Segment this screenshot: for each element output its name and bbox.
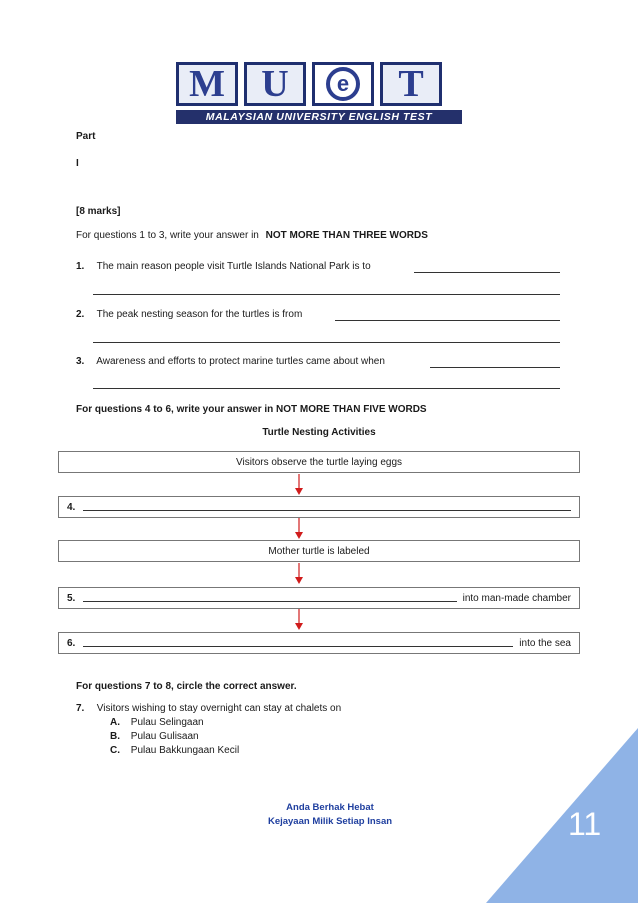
question-2 bbox=[76, 309, 302, 320]
answer-line-2b[interactable] bbox=[93, 341, 560, 343]
flow-step-text: Visitors observe the turtle laying eggs bbox=[235, 456, 402, 468]
question-3 bbox=[76, 356, 385, 367]
logo-letter-e bbox=[312, 62, 374, 106]
part-number: I bbox=[76, 158, 79, 169]
flow-step-observe bbox=[58, 451, 580, 473]
logo-subtitle: MALAYSIAN UNIVERSITY ENGLISH TEST bbox=[176, 110, 462, 124]
flow-title: Turtle Nesting Activities bbox=[262, 427, 376, 438]
answer-line-4[interactable] bbox=[83, 509, 571, 511]
logo-letter-u: U bbox=[244, 62, 306, 106]
question-text: The peak nesting season for the turtles is from bbox=[96, 309, 303, 320]
answer-line-2a[interactable] bbox=[335, 319, 560, 321]
question-number: 7. bbox=[76, 703, 85, 714]
answer-line-1a[interactable] bbox=[414, 271, 560, 273]
section1-instruction bbox=[76, 230, 428, 241]
question-text: The main reason people visit Turtle Islands National Park is to bbox=[96, 261, 371, 272]
question-number: 1. bbox=[76, 261, 85, 272]
section3-instruction: For questions 7 to 8, circle the correct answer. bbox=[76, 681, 297, 692]
down-arrow-icon bbox=[293, 474, 305, 496]
page-corner-triangle bbox=[486, 728, 638, 903]
question-text: Visitors wishing to stay overnight can stay at chalets on bbox=[96, 703, 342, 714]
muet-logo bbox=[176, 62, 462, 122]
logo-letters bbox=[176, 62, 462, 106]
option-letter: C. bbox=[110, 745, 120, 756]
section1-instruction-emphasis: NOT MORE THAN THREE WORDS bbox=[265, 230, 428, 241]
option-letter: A. bbox=[110, 717, 120, 728]
question-1 bbox=[76, 261, 371, 272]
option-a[interactable] bbox=[110, 717, 204, 728]
answer-line-3a[interactable] bbox=[430, 366, 560, 368]
option-text: Pulau Bakkungaan Kecil bbox=[130, 745, 240, 756]
answer-line-5[interactable] bbox=[83, 600, 456, 602]
flow-step-suffix: into man-made chamber bbox=[462, 592, 571, 604]
flow-step-labeled bbox=[58, 540, 580, 562]
option-text: Pulau Gulisaan bbox=[130, 731, 199, 742]
part-label: Part bbox=[76, 131, 96, 142]
option-b[interactable] bbox=[110, 731, 199, 742]
footer-line-1: Anda Berhak Hebat bbox=[286, 802, 374, 813]
flow-step-number: 5. bbox=[67, 592, 76, 604]
question-number: 2. bbox=[76, 309, 85, 320]
logo-letter-m: M bbox=[176, 62, 238, 106]
flow-step-number: 6. bbox=[67, 637, 76, 649]
question-text: Awareness and efforts to protect marine turtles came about when bbox=[96, 356, 385, 367]
logo-e-ring: e bbox=[326, 67, 360, 101]
flow-step-6 bbox=[58, 632, 580, 654]
down-arrow-icon bbox=[293, 518, 305, 540]
marks-label: [8 marks] bbox=[76, 206, 121, 217]
question-number: 3. bbox=[76, 356, 85, 367]
option-c[interactable] bbox=[110, 745, 239, 756]
logo-letter-t: T bbox=[380, 62, 442, 106]
down-arrow-icon bbox=[293, 609, 305, 631]
flow-step-4 bbox=[58, 496, 580, 518]
flow-step-5 bbox=[58, 587, 580, 609]
footer-line-2: Kejayaan Milik Setiap Insan bbox=[267, 816, 393, 827]
answer-line-3b[interactable] bbox=[93, 387, 560, 389]
page-number: 11 bbox=[568, 806, 602, 842]
option-text: Pulau Selingaan bbox=[130, 717, 204, 728]
flow-step-number: 4. bbox=[67, 501, 76, 513]
answer-line-1b[interactable] bbox=[93, 293, 560, 295]
flow-step-text: Mother turtle is labeled bbox=[268, 545, 370, 557]
down-arrow-icon bbox=[293, 563, 305, 585]
question-7 bbox=[76, 703, 341, 714]
flow-step-suffix: into the sea bbox=[519, 637, 571, 649]
section1-instruction-text: For questions 1 to 3, write your answer in bbox=[76, 230, 259, 241]
section2-instruction: For questions 4 to 6, write your answer in NOT MORE THAN FIVE WORDS bbox=[76, 404, 427, 415]
answer-line-6[interactable] bbox=[83, 645, 513, 647]
option-letter: B. bbox=[110, 731, 120, 742]
